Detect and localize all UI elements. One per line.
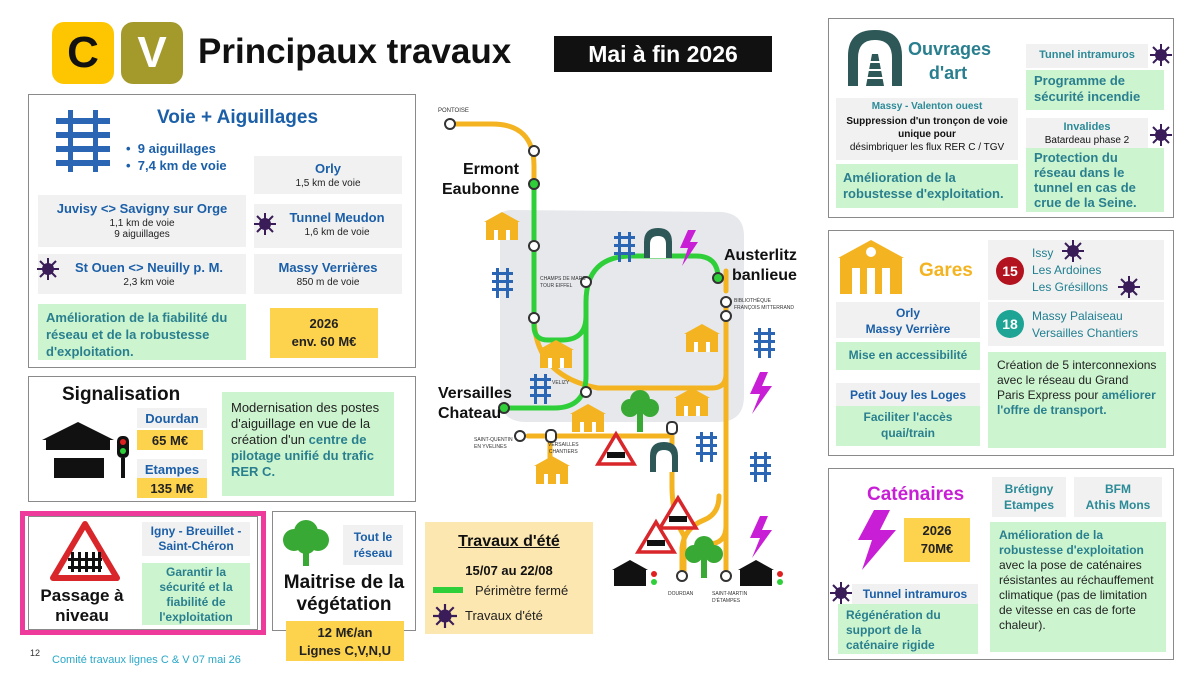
pn-location: Igny - Breuillet - Saint-Chéron [142,522,250,556]
summer-sun-icon [1150,124,1172,146]
voie-meudon: Tunnel Meudon 1,6 km de voie [254,204,402,248]
signal-title: Signalisation [62,384,181,405]
railway-track-icon [696,432,717,462]
period-badge: Mai à fin 2026 [554,36,772,72]
ouvrages-massy: Massy - Valenton ouest Suppression d'un tronçon de voie unique pour désimbriquer les flux RER C / TGV [836,98,1018,160]
catenaires-tunnel-green: Régénération du support de la caténaire rigide [838,604,978,654]
signal-desc [222,392,394,496]
gares-faciliter: Faciliter l'accès quai/train [836,406,980,446]
map-label-sqy: SAINT-QUENTIN EN YVELINES [474,437,513,450]
bullet-aiguillages: • 9 aiguillages [126,141,216,156]
catenaires-green-text: avec la pose de caténaires résistantes au réchauffement climatique (pas de limitation de vitesse en cas de forte chaleur). [999,558,1154,632]
catenaires-title: Caténaires [867,484,965,505]
map-label-dourdan: DOURDAN [668,591,694,597]
gares-petit-jouy: Petit Jouy les Loges [836,383,980,407]
ete-title: Travaux d'été [458,533,560,550]
catenaires-tunnel: Tunnel intramuros [852,584,978,604]
catenaires-green-box [990,522,1166,652]
voie-stouen: St Ouen <> Neuilly p. M. 2,3 km voie [38,254,246,294]
railway-track-icon [754,328,775,358]
railway-track-icon [52,110,114,172]
signal-etampes-amount: 135 M€ [137,478,207,498]
railway-track-icon [750,452,771,482]
gares-title: Gares [919,260,973,281]
legend-sun-label: Travaux d'été [465,608,543,623]
logo-v [121,22,183,84]
map-label-bnf: BIBLIOTHÈQUE FRANÇOIS MITTERRAND [734,298,794,311]
voie-massy: Massy Verrières 850 m de voie [254,254,402,294]
voie-orly: Orly 1,5 km de voie [254,156,402,194]
lightning-icon [750,372,772,414]
ouvrages-tunnel: Tunnel intramuros [1026,44,1148,68]
summer-sun-icon [1118,276,1140,298]
gares-creation-highlight: améliorer l'offre de transport. [997,388,1156,417]
voie-green-box: Amélioration de la fiabilité du réseau et de la robustesse d'exploitation. [38,304,246,360]
signal-dourdan-amount: 65 M€ [137,430,203,450]
tunnel-icon [846,28,904,86]
logo-c [52,22,114,84]
catenaires-bretigny: Brétigny Etampes [992,477,1066,517]
level-crossing-sign-icon [50,520,120,582]
map-label-champs: CHAMPS DE MARS TOUR EIFFEL [540,276,586,289]
signal-etampes: Etampes [137,459,207,479]
signal-desc-highlight: centre de pilotage unifié du trafic RER C. [231,432,375,479]
ouvrages-invalides: Invalides Batardeau phase 2 [1026,118,1148,148]
legend-green-label: Périmètre fermé [475,583,569,598]
signal-desc-text: Modernisation des postes d'aiguillage en vue de la création d'un [231,400,380,447]
station-building-icon [836,238,906,294]
logo-c-letter: C [67,28,99,77]
catenaires-bfm: BFM Athis Mons [1074,477,1162,517]
map-label-velizy: VELIZY [552,380,570,386]
lightning-icon [854,510,900,570]
map-label-versailles: Versailles Chateau [438,385,512,422]
ouvrages-invalides-green: Protection du réseau dans le tunnel en cas de crue de la Seine. [1026,148,1164,212]
ete-dates: 15/07 au 22/08 [465,563,553,578]
footer-text: Comité travaux lignes C & V 07 mai 26 [52,654,241,666]
bullet-km-voie: • 7,4 km de voie [126,158,227,173]
summer-sun-icon [1150,44,1172,66]
level-crossing-sign-icon [660,498,696,528]
line-15-badge: 15 [996,257,1024,285]
page-number: 12 [30,648,41,658]
map-label-ermont: Ermont Eaubonne [442,161,520,198]
summer-sun-icon [37,258,59,280]
tree-icon [280,516,332,566]
logo-v-letter: V [137,28,167,77]
voie-juvisy: Juvisy <> Savigny sur Orge 1,1 km de voie 9 aiguillages [38,195,246,247]
gares-issy: Issy Les Ardoines Les Grésillons [1032,246,1109,294]
summer-sun-icon [433,604,457,628]
gares-creation [988,352,1166,448]
voie-budget: 2026 env. 60 M€ [270,308,378,358]
gares-massy: Massy Palaiseau Versailles Chantiers [1032,309,1139,340]
catenaires-green-highlight: Amélioration de la robustesse d'exploitation [999,528,1144,557]
station-building-icon [534,456,570,484]
map-label-austerlitz: Austerlitz banlieue [724,247,797,284]
tunnel-icon [644,228,672,258]
summer-sun-icon [830,582,852,604]
vegetation-budget: 12 M€/an Lignes C,V,N,U [286,621,404,661]
voie-bullets [126,140,227,174]
map-label-stmartin: SAINT-MARTIN D'ÉTAMPES [712,591,748,604]
pn-green-box: Garantir la sécurité et la fiabilité de l'exploitation [142,563,250,625]
pn-title: Passage à niveau [40,586,124,625]
vegetation-scope: Tout le réseau [343,525,403,565]
map-label-vchantiers: VERSAILLES CHANTIERS [548,442,579,455]
summer-sun-icon [254,213,276,235]
gares-orly: Orly Massy Verrière [836,302,980,338]
gares-access: Mise en accessibilité [836,342,980,370]
signal-box-icon [738,560,783,586]
signal-box-icon [40,418,132,478]
vegetation-title: Maitrise de la végétation [283,572,405,615]
map-label-pontoise: PONTOISE [438,108,469,114]
signal-dourdan: Dourdan [137,408,207,428]
summer-sun-icon [1062,240,1084,262]
tunnel-icon [650,442,678,472]
page-title: Principaux travaux [198,32,512,71]
line-18-badge: 18 [996,310,1024,338]
voie-title: Voie + Aiguillages [157,107,319,128]
ouvrages-title: Ouvrages d'art [908,39,992,83]
ouvrages-tunnel-green: Programme de sécurité incendie [1026,70,1164,110]
lightning-icon [750,516,772,558]
ouvrages-massy-green: Amélioration de la robustesse d'exploitation. [836,164,1018,208]
catenaires-budget: 2026 70M€ [904,518,970,562]
gares-creation-text: Création de 5 interconnexions avec le réseau du Grand Paris Express pour [997,358,1157,402]
signal-box-icon [612,560,657,586]
